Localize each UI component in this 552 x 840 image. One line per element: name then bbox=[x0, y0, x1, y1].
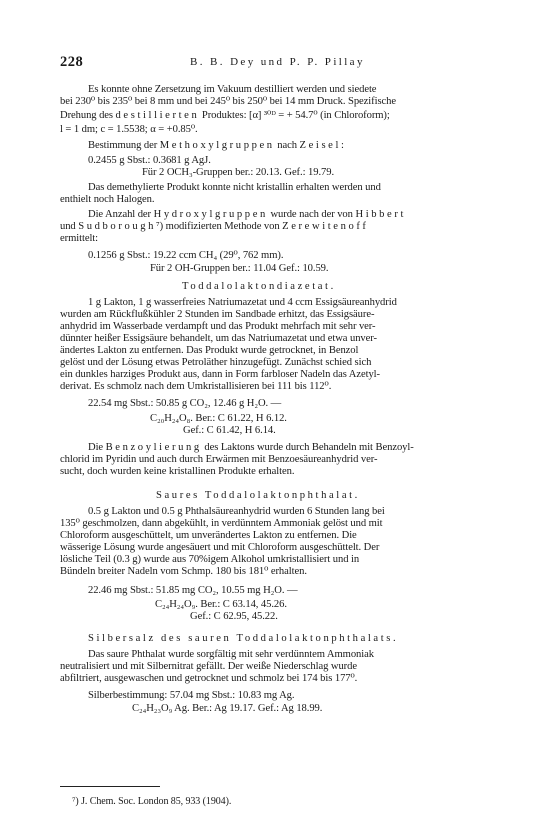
text-line: ein dunkles harziges Produkt aus, dann in Form farbloser Nadeln das Azetyl- bbox=[60, 369, 380, 380]
text-line: lösliche Teil (0.3 g) wurde aus 70%igem Alkohol umkristallisiert und in bbox=[60, 554, 360, 565]
section-heading: Silbersalz des sauren Toddalolaktonphthalats. bbox=[88, 633, 399, 644]
running-title: B. B. Dey und P. P. Pillay bbox=[190, 56, 365, 68]
text-line: 22.54 mg Sbst.: 50.85 g CO₂, 12.46 g H₂O. — bbox=[88, 398, 282, 409]
section-heading: Saures Toddalolaktonphthalat. bbox=[156, 490, 360, 501]
text-line: dünnter heißer Essigsäure behandelt, um das Natriumazetat und etwa unver- bbox=[60, 333, 377, 344]
text-line: 0.2455 g Sbst.: 0.3681 g AgJ. bbox=[88, 155, 211, 166]
text-line: Bündeln breiter Nadeln vom Schmp. 180 bis 181⁰ erhalten. bbox=[60, 566, 307, 577]
text-line: wässerige Lösung wurde angesäuert und mit Chloroform ausgeschüttelt. Der bbox=[60, 542, 380, 553]
text-line: bei 230⁰ bis 235⁰ bei 8 mm und bei 245⁰ bis 250⁰ bei 14 mm Druck. Spezifische bbox=[60, 96, 396, 107]
text-line: Die Anzahl der Hydroxylgruppen wurde nach der von Hibbert bbox=[88, 209, 407, 220]
footnote-rule bbox=[60, 786, 160, 787]
text-line: chlorid im Pyridin und auch durch Erwärmen mit Benzoesäureanhydrid ver- bbox=[60, 454, 378, 465]
text-line: neutralisiert und mit Silbernitrat gefällt. Der weiße Niederschlag wurde bbox=[60, 661, 357, 672]
text-line: und Sudborough⁷) modifizierten Methode von Zerewitenoff bbox=[60, 221, 369, 232]
text-line: Es konnte ohne Zersetzung im Vakuum destilliert werden und siedete bbox=[88, 84, 377, 95]
text-line: gelöst und der Lösung etwas Petroläther hinzugefügt. Zunächst schied sich bbox=[60, 357, 372, 368]
text-line: Die Benzoylierung des Laktons wurde durch Behandeln mit Benzoyl- bbox=[88, 442, 414, 453]
page-number: 228 bbox=[60, 54, 84, 70]
text-line: 22.46 mg Sbst.: 51.85 mg CO₂, 10.55 mg H₂O. — bbox=[88, 585, 298, 596]
text-line: sucht, doch wurden keine kristallinen Produkte erhalten. bbox=[60, 466, 295, 477]
text-line: abfiltriert, ausgewaschen und getrocknet und schmolz bei 174 bis 177⁰. bbox=[60, 673, 358, 684]
text-line: 135⁰ geschmolzen, dann abgekühlt, in verdünntem Ammoniak gelöst und mit bbox=[60, 518, 383, 529]
section-heading: Toddalolaktondiazetat. bbox=[182, 281, 336, 292]
text-line: 1 g Lakton, 1 g wasserfreies Natriumazetat und 4 ccm Essigsäureanhydrid bbox=[88, 297, 397, 308]
text-line: Für 2 OH-Gruppen ber.: 11.04 Gef.: 10.59. bbox=[150, 263, 329, 274]
text-line: C₂₄H₂₃O₉ Ag. Ber.: Ag 19.17. Gef.: Ag 18.99. bbox=[132, 703, 323, 714]
text-line: Gef.: C 62.95, 45.22. bbox=[190, 611, 278, 622]
footnote: ⁷) J. Chem. Soc. London 85, 933 (1904). bbox=[72, 796, 232, 807]
text-line: Gef.: C 61.42, H 6.14. bbox=[183, 425, 276, 436]
text-line: Das saure Phthalat wurde sorgfältig mit sehr verdünntem Ammoniak bbox=[88, 649, 374, 660]
text-line: Silberbestimmung: 57.04 mg Sbst.: 10.83 mg Ag. bbox=[88, 690, 295, 701]
text-line: derivat. Es schmolz nach dem Umkristallisieren bei 111 bis 112⁰. bbox=[60, 381, 332, 392]
text-line: C₂₀H₂₄O₈. Ber.: C 61.22, H 6.12. bbox=[150, 413, 287, 424]
text-line: Bestimmung der Methoxylgruppen nach Zeisel: bbox=[88, 140, 344, 151]
text-line: wurden am Rückflußkühler 2 Stunden im Sandbade erhitzt, das Essigsäure- bbox=[60, 309, 375, 320]
text-line: Für 2 OCH₃-Gruppen ber.: 20.13. Gef.: 19.79. bbox=[142, 167, 335, 178]
text-line: C₂₄H₂₄O₉. Ber.: C 63.14, 45.26. bbox=[155, 599, 287, 610]
text-line: ändertes Lakton zu entfernen. Das Produkt wurde getrocknet, in Benzol bbox=[60, 345, 359, 356]
text-line: anhydrid im Wasserbade verdampft und das Produkt mehrfach mit sehr ver- bbox=[60, 321, 376, 332]
text-line: 0.1256 g Sbst.: 19.22 ccm CH₄ (29⁰, 762 mm). bbox=[88, 250, 284, 261]
text-line: Drehung des destillierten Produktes: [α] ³⁰ᴰ = + 54.7⁰ (in Chloroform); bbox=[60, 110, 390, 121]
text-line: l = 1 dm; c = 1.5538; α = +0.85⁰. bbox=[60, 124, 198, 135]
text-line: Chloroform ausgeschüttelt, um unverändertes Lakton zu entfernen. Die bbox=[60, 530, 357, 541]
text-line: ermittelt: bbox=[60, 233, 99, 244]
text-line: Das demethylierte Produkt konnte nicht kristallin erhalten werden und bbox=[88, 182, 381, 193]
text-line: enthielt noch Halogen. bbox=[60, 194, 155, 205]
text-line: 0.5 g Lakton und 0.5 g Phthalsäureanhydrid wurden 6 Stunden lang bei bbox=[88, 506, 385, 517]
